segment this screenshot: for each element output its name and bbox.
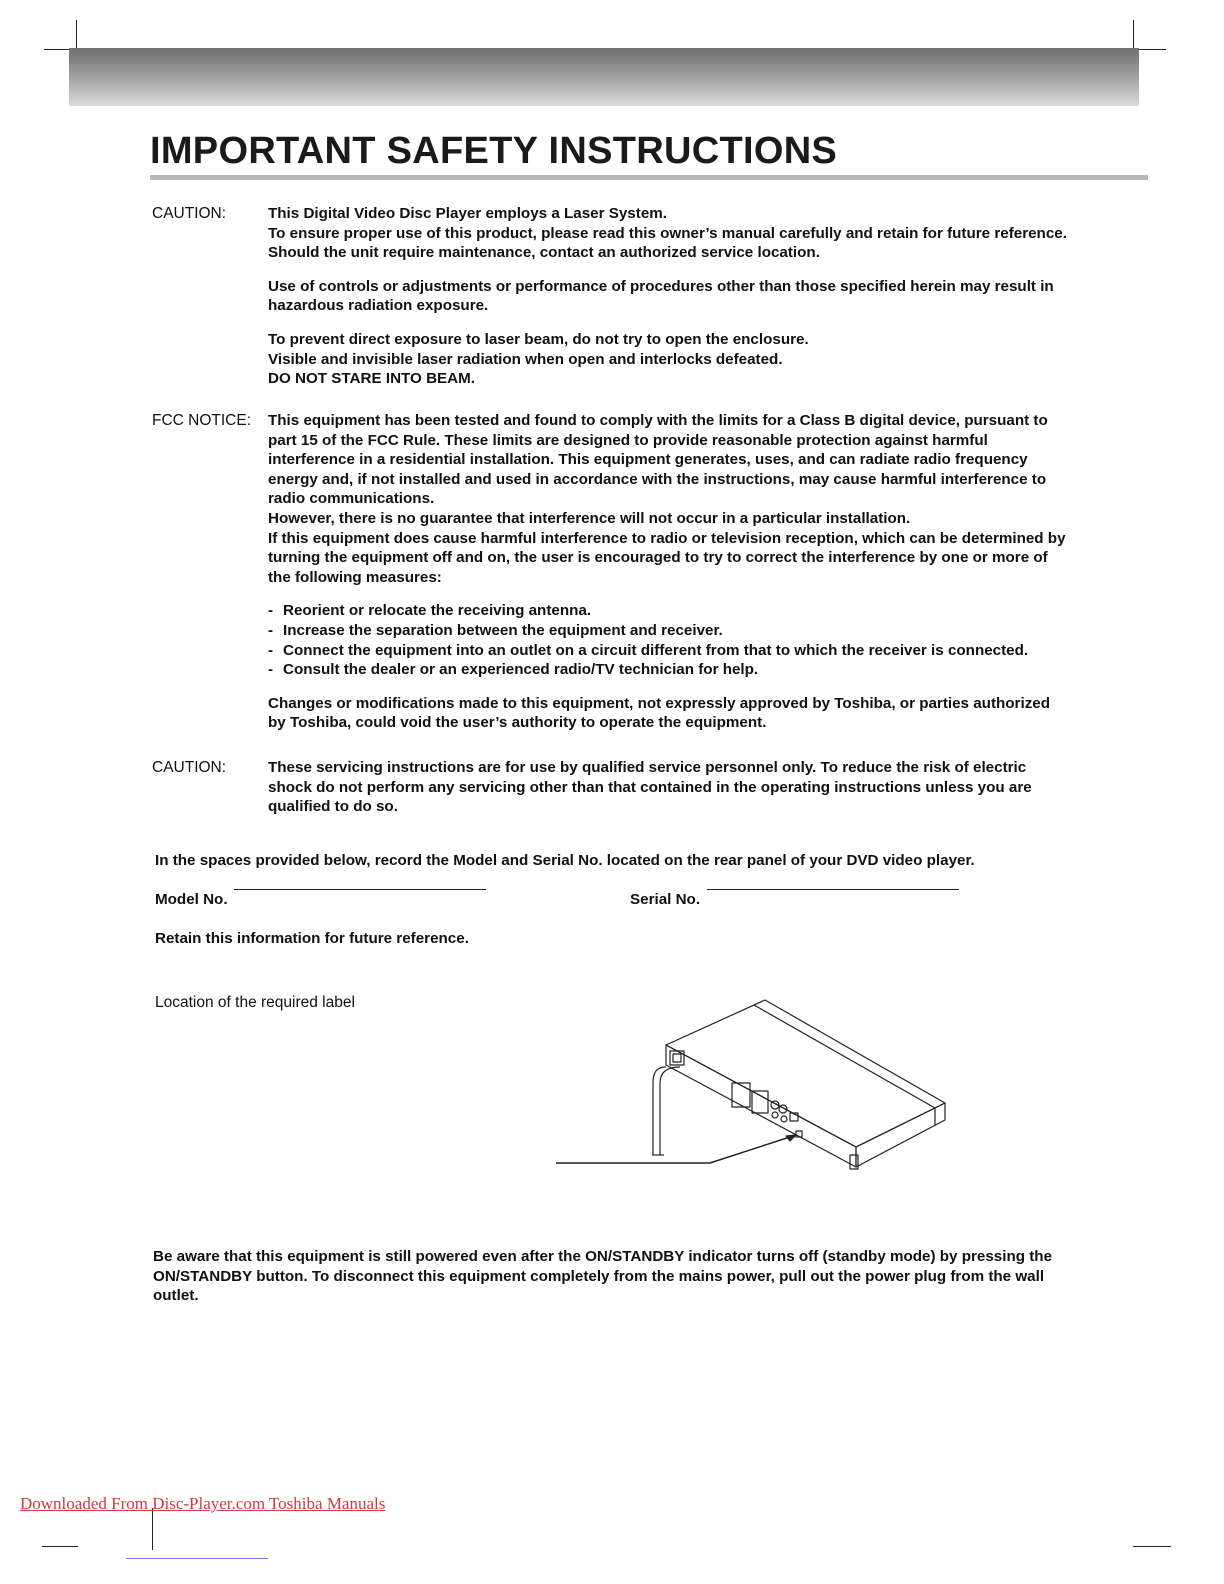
- record-intro: In the spaces provided below, record the Model and Serial No. located on the rear panel of your DVD video player.: [155, 852, 975, 869]
- model-no-line: [234, 889, 486, 890]
- caution-para-2: Use of controls or adjustments or performance of procedures other than those specified herein may result in hazardous radiation exposure.: [268, 277, 1054, 315]
- crop-mark-top-left-v: [76, 20, 77, 50]
- standby-note: Be aware that this equipment is still powered even after the ON/STANDBY indicator turns off (standby mode) by pressing the ON/STANDBY button. To disconnect this equipment completely from the mains power, pull out the power plug from the wall outlet.: [153, 1248, 1053, 1305]
- player-side-face: [856, 1103, 945, 1167]
- fcc-para-1: This equipment has been tested and found to comply with the limits for a Class B digital device, pursuant to part 15 of the FCC Rule. These limits are designed to provide reasonable protection against harmful interference in a residential installation. This equipment generates, uses, and can radiate radio frequency energy and, if not installed and used in accordance with the instructions, may cause harmful interference to radio communications.: [268, 412, 1048, 508]
- caution-2-text: These servicing instructions are for use by qualified service personnel only. To reduce the risk of electric shock do not perform any servicing other than that contained in the operating instructions unless you are qualified to do so.: [268, 759, 1032, 816]
- fcc-block: [268, 411, 1068, 733]
- caution-para-3-line-1: To prevent direct exposure to laser beam, do not try to open the enclosure.: [268, 330, 809, 348]
- fcc-para-3: If this equipment does cause harmful interference to radio or television reception, which can be determined by turning the equipment off and on, the user is encouraged to try to correct the interference by one or more of the following measures:: [268, 529, 1066, 586]
- list-item: - Consult the dealer or an experienced radio/TV technician for help.: [268, 661, 759, 679]
- player-rear-face: [666, 1045, 856, 1167]
- dvd-player-illustration: [550, 995, 960, 1185]
- serial-no-line: [707, 889, 959, 890]
- page-title: IMPORTANT SAFETY INSTRUCTIONS: [150, 130, 838, 172]
- caution-para-3-line-2: Visible and invisible laser radiation when open and interlocks defeated.: [268, 350, 783, 368]
- caution-block-1: [268, 204, 1068, 389]
- title-rule: [150, 175, 1148, 180]
- caution-line-1: This Digital Video Disc Player employs a Laser System.: [268, 205, 667, 222]
- model-no-label: Model No.: [155, 891, 228, 908]
- caution-line-2: To ensure proper use of this product, please read this owner’s manual carefully and retain for future reference. Should the unit require maintenance, contact an authorized service location.: [268, 224, 1067, 262]
- fcc-measures-list: [268, 601, 1068, 679]
- label-leader-line: [556, 1135, 796, 1163]
- fcc-para-2: However, there is no guarantee that interference will not occur in a particular installation.: [268, 509, 911, 527]
- crop-mark-bottom-left-h: [42, 1546, 78, 1547]
- caution-block-2: [268, 758, 1068, 817]
- retain-note: Retain this information for future reference.: [155, 930, 469, 947]
- power-cable: [660, 1067, 680, 1155]
- caution-label-1: CAUTION:: [152, 205, 227, 222]
- footer-blue-line: [126, 1558, 268, 1559]
- crop-mark-bottom-right-h: [1133, 1546, 1171, 1547]
- fcc-para-4: Changes or modifications made to this equipment, not expressly approved by Toshiba, or parties authorized by Toshiba, could void the user’s authority to operate the equipment.: [268, 694, 1051, 732]
- crop-mark-bottom-left-v: [152, 1508, 153, 1550]
- list-item: - Increase the separation between the equipment and receiver.: [268, 621, 723, 639]
- header-gradient-bar: [69, 48, 1139, 106]
- list-item: - Reorient or relocate the receiving antenna.: [268, 602, 592, 620]
- fcc-label: FCC NOTICE:: [152, 412, 252, 429]
- footer-download-link[interactable]: Downloaded From Disc-Player.com Toshiba Manuals: [20, 1494, 386, 1513]
- label-location-caption: Location of the required label: [155, 994, 355, 1011]
- player-top-surface: [666, 1000, 945, 1147]
- list-item: - Connect the equipment into an outlet on a circuit different from that to which the receiver is connected.: [268, 641, 1029, 659]
- crop-mark-top-right-v: [1133, 20, 1134, 50]
- serial-no-label: Serial No.: [630, 891, 701, 908]
- caution-para-3-line-3: DO NOT STARE INTO BEAM.: [268, 370, 476, 388]
- caution-label-2: CAUTION:: [152, 759, 227, 776]
